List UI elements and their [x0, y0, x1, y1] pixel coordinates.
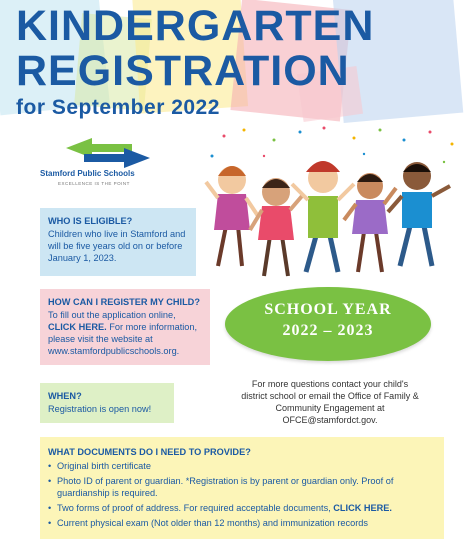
register-text-pre: To fill out the application online,	[48, 310, 176, 320]
dancing-kids-illustration	[204, 126, 460, 286]
school-year-range: 2022 – 2023	[282, 322, 374, 339]
eligibility-heading: WHO IS ELIGIBLE?	[48, 216, 133, 226]
documents-box	[40, 437, 444, 539]
register-box	[40, 289, 210, 365]
eligibility-box	[40, 208, 196, 276]
title-september: for September 2022	[16, 96, 220, 119]
documents-click-here-link[interactable]: CLICK HERE.	[333, 503, 392, 513]
register-heading: HOW CAN I REGISTER MY CHILD?	[48, 297, 200, 307]
register-text-post: For more information, please visit the website at www.stamfordpublicschools.org.	[48, 322, 198, 356]
when-heading: WHEN?	[48, 391, 82, 401]
document-item	[48, 502, 436, 514]
when-text: Registration is open now!	[48, 404, 152, 414]
school-year-label: SCHOOL YEAR	[264, 301, 392, 318]
document-item-text: Two forms of proof of address. For required acceptable documents,	[57, 503, 334, 513]
eligibility-text: Children who live in Stamford and will be five years old on or before January 1, 2023.	[48, 229, 186, 263]
logo-tagline: EXCELLENCE IS THE POINT	[58, 181, 130, 186]
logo-name: Stamford Public Schools	[40, 169, 135, 178]
document-item: • Photo ID of parent or guardian. *Registration is by parent or guardian only. Proof of guardianship is required.	[48, 475, 436, 499]
when-box	[40, 383, 174, 423]
register-click-here-link[interactable]: CLICK HERE.	[48, 322, 107, 332]
document-item: • Current physical exam (Not older than 12 months) and immunization records	[48, 517, 436, 529]
documents-heading: WHAT DOCUMENTS DO I NEED TO PROVIDE?	[48, 447, 251, 457]
document-item: • Original birth certificate	[48, 460, 436, 472]
contact-info: For more questions contact your child's district school or email the Office of Family & Community Engagement at OFCE@stamfordct.gov.	[241, 379, 419, 425]
title-kindergarten: KINDERGARTEN	[16, 2, 375, 50]
confetti-icon	[211, 127, 454, 164]
documents-list	[48, 460, 436, 529]
title-registration: REGISTRATION	[16, 47, 350, 95]
